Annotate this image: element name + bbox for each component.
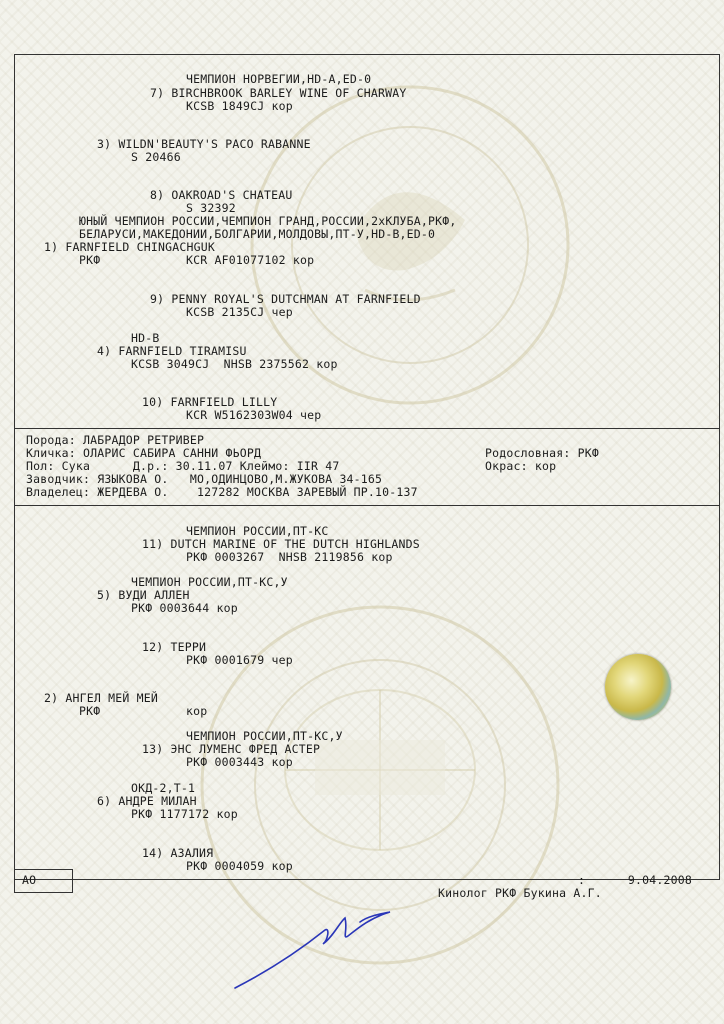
sire-titles-line2: БЕЛАРУСИ,МАКЕДОНИИ,БОЛГАРИИ,МОЛДОВЫ,ПТ-У,HD-B,ED-0 <box>79 227 436 241</box>
paternal-gen2-3-reg: S 20466 <box>131 150 181 164</box>
sire-reg-a: РКФ <box>79 253 101 267</box>
maternal-gen2-5-title: ЧЕМПИОН РОССИИ,ПТ-КС,У <box>131 575 288 589</box>
breeder-line: Заводчик: ЯЗЫКОВА О. МО,ОДИНЦОВО,М.ЖУКОВА 34-165 <box>26 472 383 486</box>
paternal-gen3-7-name: 7) BIRCHBROOK BARLEY WINE OF CHARWAY <box>150 86 407 100</box>
dam-reg-b: кор <box>186 704 208 718</box>
paternal-gen3-9-name: 9) PENNY ROYAL'S DUTCHMAN AT FARNFIELD <box>150 292 421 306</box>
divider-top <box>14 428 720 429</box>
maternal-gen2-6-title: ОКД-2,Т-1 <box>131 781 196 795</box>
paternal-gen3-10-name: 10) FARNFIELD LILLY <box>142 395 278 409</box>
maternal-gen3-12-name: 12) ТЕРРИ <box>142 640 207 654</box>
paternal-gen3-8-name: 8) OAKROAD'S CHATEAU <box>150 188 293 202</box>
maternal-gen2-5-reg: РКФ 0003644 кор <box>131 601 238 615</box>
dam-name: 2) АНГЕЛ МЕЙ МЕЙ <box>44 691 158 705</box>
color-label: Окрас: кор <box>485 459 557 473</box>
sire-name: 1) FARNFIELD CHINGACHGUK <box>44 240 215 254</box>
owner-line: Владелец: ЖЕРДЕВА О. 127282 МОСКВА ЗАРЕВЫЙ ПР.10-137 <box>26 485 418 499</box>
sire-titles-line1: ЮНЫЙ ЧЕМПИОН РОССИИ,ЧЕМПИОН ГРАНД,РОССИИ,2хКЛУБА,РКФ, <box>79 214 457 228</box>
issue-date: : 9.04.2008 <box>578 873 692 887</box>
paternal-gen2-3-name: 3) WILDN'BEAUTY'S PACO RABANNE <box>97 137 311 151</box>
breed-line: Порода: ЛАБРАДОР РЕТРИВЕР <box>26 433 205 447</box>
dam-reg-a: РКФ <box>79 704 101 718</box>
paternal-gen2-4-name: 4) FARNFIELD TIRAMISU <box>97 344 247 358</box>
sire-reg-b: KCR AF01077102 кор <box>186 253 315 267</box>
maternal-gen3-11-name: 11) DUTCH MARINE OF THE DUTCH HIGHLANDS <box>142 537 420 551</box>
maternal-gen3-13-title: ЧЕМПИОН РОССИИ,ПТ-КС,У <box>186 729 343 743</box>
maternal-gen2-5-name: 5) ВУДИ АЛЛЕН <box>97 588 190 602</box>
dog-name-line: Кличка: ОЛАРИС САБИРА САННИ ФЬОРД <box>26 446 262 460</box>
maternal-gen3-12-reg: РКФ 0001679 чер <box>186 653 293 667</box>
maternal-gen3-14-reg: РКФ 0004059 кор <box>186 859 293 873</box>
sex-dob-line: Пол: Сука Д.р.: 30.11.07 Клеймо: IIR 47 <box>26 459 340 473</box>
maternal-gen2-6-reg: РКФ 1177172 кор <box>131 807 238 821</box>
signer-line: Кинолог РКФ Букина А.Г. <box>438 886 602 900</box>
maternal-gen3-11-title: ЧЕМПИОН РОССИИ,ПТ-КС <box>186 524 329 538</box>
paternal-gen3-7-reg: KCSB 1849CJ кор <box>186 99 293 113</box>
maternal-gen3-13-reg: РКФ 0003443 кор <box>186 755 293 769</box>
paternal-gen3-8-reg: S 32392 <box>186 201 236 215</box>
paternal-gen3-9-reg: KCSB 2135CJ чер <box>186 305 293 319</box>
signature <box>230 900 410 995</box>
divider-bottom <box>14 505 720 506</box>
document-code: АО <box>22 873 37 887</box>
maternal-gen2-6-name: 6) АНДРЕ МИЛАН <box>97 794 197 808</box>
maternal-gen3-14-name: 14) АЗАЛИЯ <box>142 846 214 860</box>
paternal-gen3-7-title: ЧЕМПИОН НОРВЕГИИ,HD-A,ED-0 <box>186 72 372 86</box>
maternal-gen3-11-reg: РКФ 0003267 NHSB 2119856 кор <box>186 550 393 564</box>
pedigree-label: Родословная: РКФ <box>485 446 599 460</box>
paternal-gen2-4-reg: KCSB 3049CJ NHSB 2375562 кор <box>131 357 338 371</box>
paternal-gen3-10-reg: KCR W5162303W04 чер <box>186 408 322 422</box>
paternal-gen2-4-title: HD-B <box>131 331 160 345</box>
maternal-gen3-13-name: 13) ЭНС ЛУМЕНС ФРЕД АСТЕР <box>142 742 321 756</box>
